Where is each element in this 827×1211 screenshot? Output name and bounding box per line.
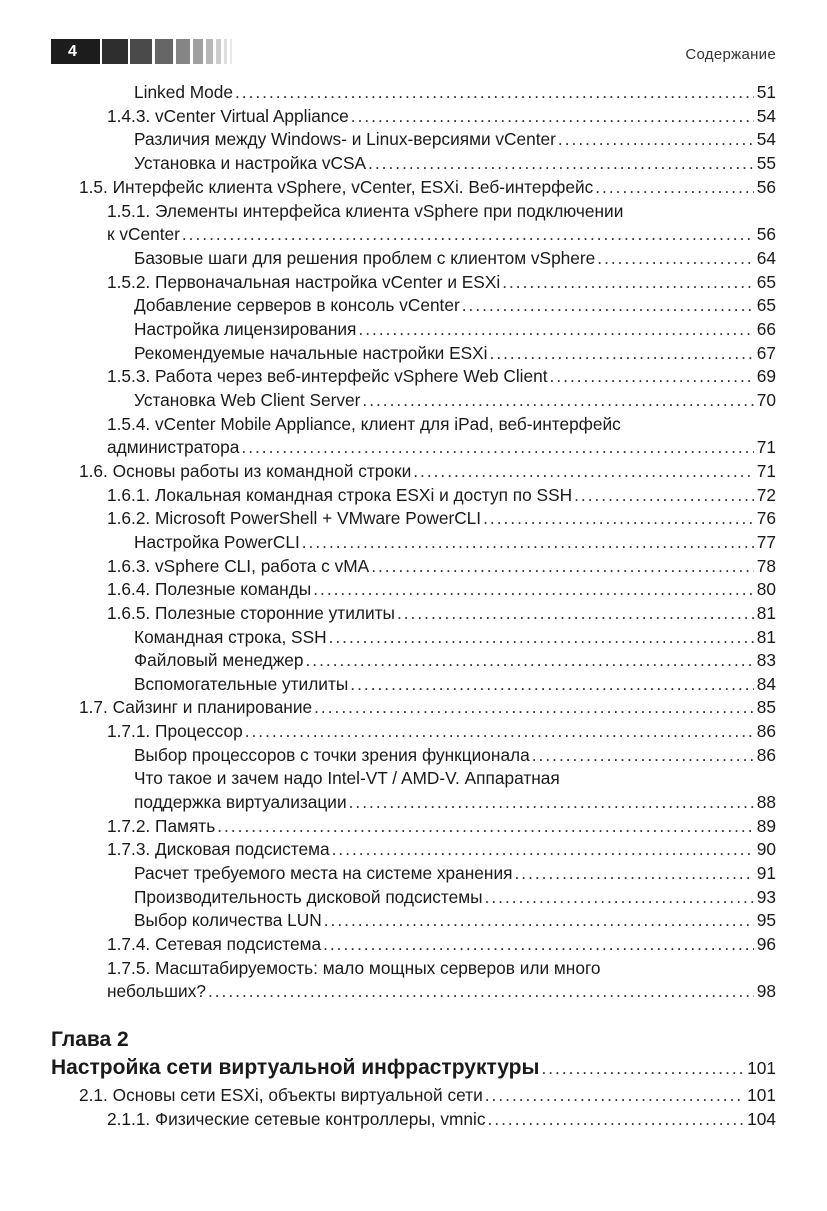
leader-dots bbox=[574, 483, 754, 507]
toc-entry-page: 70 bbox=[756, 390, 776, 410]
leader-dots bbox=[558, 127, 754, 151]
leader-dots bbox=[502, 270, 754, 294]
toc-entry-page: 89 bbox=[756, 816, 776, 836]
header-strip bbox=[230, 39, 232, 64]
toc-entry[interactable] bbox=[134, 648, 776, 672]
toc-entry-title: 1.6.4. Полезные команды bbox=[107, 579, 312, 599]
leader-dots bbox=[217, 814, 754, 838]
toc-entry[interactable] bbox=[107, 979, 776, 1003]
toc-entry-page: 101 bbox=[747, 1058, 776, 1078]
toc-entry-title-cont: поддержка виртуализации bbox=[134, 792, 347, 812]
toc-entry[interactable] bbox=[134, 743, 776, 767]
toc-entry[interactable] bbox=[107, 270, 776, 294]
toc-entry-title: Различия между Windows- и Linux-версиями vCenter bbox=[134, 129, 556, 149]
toc-entry-title-cont: администратора bbox=[107, 437, 240, 457]
toc-entry-title: 1.7.5. Масштабируемость: мало мощных серверов или много bbox=[107, 958, 601, 978]
toc-entry-page: 93 bbox=[756, 887, 776, 907]
toc-entry[interactable] bbox=[134, 151, 776, 175]
toc-entry-title: Вспомогательные утилиты bbox=[134, 674, 349, 694]
leader-dots bbox=[483, 506, 754, 530]
toc-entry-page: 104 bbox=[747, 1109, 776, 1129]
leader-dots bbox=[241, 435, 753, 459]
toc-entry-title: Производительность дисковой подсистемы bbox=[134, 887, 483, 907]
section-title: Содержание bbox=[685, 46, 776, 63]
toc-entry-page: 71 bbox=[756, 437, 776, 457]
header-strip bbox=[155, 39, 173, 64]
toc-entry[interactable] bbox=[107, 932, 776, 956]
toc-entry-title: 1.6. Основы работы из командной строки bbox=[79, 461, 412, 481]
leader-dots bbox=[358, 317, 753, 341]
toc-entry[interactable] bbox=[107, 837, 776, 861]
toc-entry-page: 76 bbox=[756, 508, 776, 528]
toc-entry-title: 1.6.3. vSphere CLI, работа с vMA bbox=[107, 556, 370, 576]
toc-entry[interactable] bbox=[107, 506, 776, 530]
toc-entry[interactable] bbox=[134, 861, 776, 885]
toc-entry-page: 54 bbox=[756, 106, 776, 126]
toc-entry[interactable] bbox=[134, 625, 776, 649]
toc-entry-title: 1.4.3. vCenter Virtual Appliance bbox=[107, 106, 349, 126]
toc-entry-title: 2.1. Основы сети ESXi, объекты виртуальной сети bbox=[79, 1085, 483, 1105]
toc-entry-page: 91 bbox=[756, 863, 776, 883]
toc-entry-title: Добавление серверов в консоль vCenter bbox=[134, 295, 460, 315]
leader-dots bbox=[413, 459, 754, 483]
toc-entry-page: 55 bbox=[756, 153, 776, 173]
leader-dots bbox=[541, 1054, 744, 1082]
toc-entry[interactable] bbox=[134, 530, 776, 554]
toc-entry-title: Установка и настройка vCSA bbox=[134, 153, 367, 173]
toc-entry-title: 1.5.4. vCenter Mobile Appliance, клиент для iPad, веб-интерфейс bbox=[107, 414, 621, 434]
toc-entry-page: 66 bbox=[756, 319, 776, 339]
toc-entry[interactable] bbox=[107, 364, 776, 388]
leader-dots bbox=[368, 151, 754, 175]
toc-entry-page: 67 bbox=[756, 343, 776, 363]
toc-entry[interactable] bbox=[134, 293, 776, 317]
toc-entry-title: 1.7. Сайзинг и планирование bbox=[79, 697, 313, 717]
toc-entry-title: 1.5.2. Первоначальная настройка vCenter и ESXi bbox=[107, 272, 501, 292]
toc-entry[interactable] bbox=[134, 317, 776, 341]
toc-entry-title: Базовые шаги для решения проблем с клиентом vSphere bbox=[134, 248, 596, 268]
toc-entry-page: 71 bbox=[756, 461, 776, 481]
leader-dots bbox=[595, 175, 754, 199]
leader-dots bbox=[485, 885, 754, 909]
toc-entry-title: Установка Web Client Server bbox=[134, 390, 361, 410]
toc-entry-title: 1.5.1. Элементы интерфейса клиента vSphere при подключении bbox=[107, 201, 624, 221]
toc-entry-page: 54 bbox=[756, 129, 776, 149]
toc-entry-title: Выбор процессоров с точки зрения функционала bbox=[134, 745, 530, 765]
toc-entry-title: Командная строка, SSH bbox=[134, 627, 327, 647]
toc-entry-title: 1.7.1. Процессор bbox=[107, 721, 243, 741]
leader-dots bbox=[329, 625, 754, 649]
header-strip bbox=[130, 39, 152, 64]
toc-entry-title: 1.6.2. Microsoft PowerShell + VMware PowerCLI bbox=[107, 508, 482, 528]
toc-entry[interactable] bbox=[134, 80, 776, 104]
toc-entry-page: 98 bbox=[756, 981, 776, 1001]
header-strip bbox=[206, 39, 213, 64]
toc-entry[interactable] bbox=[134, 790, 776, 814]
toc-entry[interactable] bbox=[134, 246, 776, 270]
header-strip bbox=[193, 39, 203, 64]
toc-entry[interactable] bbox=[134, 127, 776, 151]
toc-entry[interactable] bbox=[107, 1107, 776, 1131]
chapter-label: Глава 2 bbox=[51, 1028, 129, 1051]
toc-entry[interactable] bbox=[134, 885, 776, 909]
toc-entry[interactable] bbox=[79, 1083, 776, 1107]
toc-entry[interactable] bbox=[79, 695, 776, 719]
toc-entry-title: 2.1.1. Физические сетевые контроллеры, vmnic bbox=[107, 1109, 486, 1129]
leader-dots bbox=[305, 648, 753, 672]
toc-entry-page: 80 bbox=[756, 579, 776, 599]
toc-entry-page: 78 bbox=[756, 556, 776, 576]
toc-entry-title-cont: небольших? bbox=[107, 981, 206, 1001]
toc-entry-page: 65 bbox=[756, 272, 776, 292]
header-strip bbox=[224, 39, 227, 64]
toc-entry-title-cont: к vCenter bbox=[107, 224, 180, 244]
toc-entry-page: 101 bbox=[747, 1085, 776, 1105]
leader-dots bbox=[323, 932, 754, 956]
leader-dots bbox=[245, 719, 754, 743]
leader-dots bbox=[313, 577, 754, 601]
toc-entry-title: 1.7.4. Сетевая подсистема bbox=[107, 934, 322, 954]
leader-dots bbox=[349, 790, 754, 814]
toc-entry-title: Что такое и зачем надо Intel-VT / AMD-V. Аппаратная bbox=[134, 768, 560, 788]
toc-entry-page: 72 bbox=[756, 485, 776, 505]
header-strip bbox=[216, 39, 221, 64]
leader-dots bbox=[462, 293, 754, 317]
toc-entry[interactable] bbox=[107, 483, 776, 507]
header-strip bbox=[102, 39, 128, 64]
leader-dots bbox=[314, 695, 754, 719]
leader-dots bbox=[302, 530, 754, 554]
toc-entry-page: 86 bbox=[756, 745, 776, 765]
toc-entry[interactable] bbox=[79, 175, 776, 199]
toc-entry-title: 1.7.3. Дисковая подсистема bbox=[107, 839, 330, 859]
toc-entry-page: 83 bbox=[756, 650, 776, 670]
toc-entry[interactable] bbox=[107, 104, 776, 128]
toc-entry-page: 77 bbox=[756, 532, 776, 552]
page-number: 4 bbox=[51, 39, 100, 64]
toc-entry-page: 56 bbox=[756, 224, 776, 244]
toc-entry[interactable] bbox=[79, 459, 776, 483]
toc-entry-title: 1.6.1. Локальная командная строка ESXi и доступ по SSH bbox=[107, 485, 573, 505]
toc-entry-page: 85 bbox=[756, 697, 776, 717]
leader-dots bbox=[550, 364, 754, 388]
toc-entry-page: 88 bbox=[756, 792, 776, 812]
toc-entry-page: 56 bbox=[756, 177, 776, 197]
page-header bbox=[0, 0, 827, 80]
toc-entry-page: 95 bbox=[756, 910, 776, 930]
toc-entry[interactable] bbox=[134, 908, 776, 932]
toc-entry-page: 81 bbox=[756, 627, 776, 647]
toc-entry[interactable] bbox=[107, 435, 776, 459]
header-strip bbox=[176, 39, 190, 64]
toc-entry-title: Настройка лицензирования bbox=[134, 319, 357, 339]
leader-dots bbox=[324, 908, 754, 932]
leader-dots bbox=[514, 861, 753, 885]
toc-entry-page: 86 bbox=[756, 721, 776, 741]
toc-entry-title: Рекомендуемые начальные настройки ESXi bbox=[134, 343, 488, 363]
toc-entry-page: 81 bbox=[756, 603, 776, 623]
toc-entry-page: 96 bbox=[756, 934, 776, 954]
toc-entry-page: 84 bbox=[756, 674, 776, 694]
toc-entry-page: 69 bbox=[756, 366, 776, 386]
leader-dots bbox=[182, 222, 754, 246]
toc-entry-title: Расчет требуемого места на системе хранения bbox=[134, 863, 513, 883]
leader-dots bbox=[485, 1083, 744, 1107]
toc-entry-title: 1.5. Интерфейс клиента vSphere, vCenter, ESXi. Веб-интерфейс bbox=[79, 177, 594, 197]
toc-entry-title: 1.7.2. Память bbox=[107, 816, 216, 836]
toc-entry-title: Настройка PowerCLI bbox=[134, 532, 300, 552]
leader-dots bbox=[532, 743, 754, 767]
toc-entry-page: 65 bbox=[756, 295, 776, 315]
leader-dots bbox=[351, 104, 754, 128]
toc-entry[interactable] bbox=[134, 672, 776, 696]
leader-dots bbox=[597, 246, 753, 270]
toc-entry[interactable] bbox=[107, 554, 776, 578]
toc-entry[interactable] bbox=[107, 577, 776, 601]
leader-dots bbox=[208, 979, 754, 1003]
toc-entry-title: Linked Mode bbox=[134, 82, 233, 102]
toc-entry-title: 1.5.3. Работа через веб-интерфейс vSphere Web Client bbox=[107, 366, 548, 386]
toc-entry[interactable] bbox=[134, 388, 776, 412]
leader-dots bbox=[397, 601, 754, 625]
toc-entry-title: Файловый менеджер bbox=[134, 650, 304, 670]
leader-dots bbox=[371, 554, 754, 578]
leader-dots bbox=[490, 341, 754, 365]
leader-dots bbox=[332, 837, 754, 861]
leader-dots bbox=[350, 672, 753, 696]
toc-entry[interactable] bbox=[107, 719, 776, 743]
toc-entry-page: 90 bbox=[756, 839, 776, 859]
toc-entry-page: 51 bbox=[756, 82, 776, 102]
toc-entry[interactable] bbox=[107, 814, 776, 838]
leader-dots bbox=[235, 80, 754, 104]
leader-dots bbox=[488, 1107, 745, 1131]
leader-dots bbox=[362, 388, 753, 412]
toc-entry[interactable] bbox=[107, 601, 776, 625]
toc-entry-page: 64 bbox=[756, 248, 776, 268]
chapter-title-entry[interactable] bbox=[51, 1054, 776, 1082]
toc-entry[interactable] bbox=[107, 222, 776, 246]
toc-entry-title: Выбор количества LUN bbox=[134, 910, 322, 930]
toc-entry[interactable] bbox=[134, 341, 776, 365]
chapter-title: Настройка сети виртуальной инфраструктуры bbox=[51, 1056, 540, 1079]
toc-entry-title: 1.6.5. Полезные сторонние утилиты bbox=[107, 603, 395, 623]
